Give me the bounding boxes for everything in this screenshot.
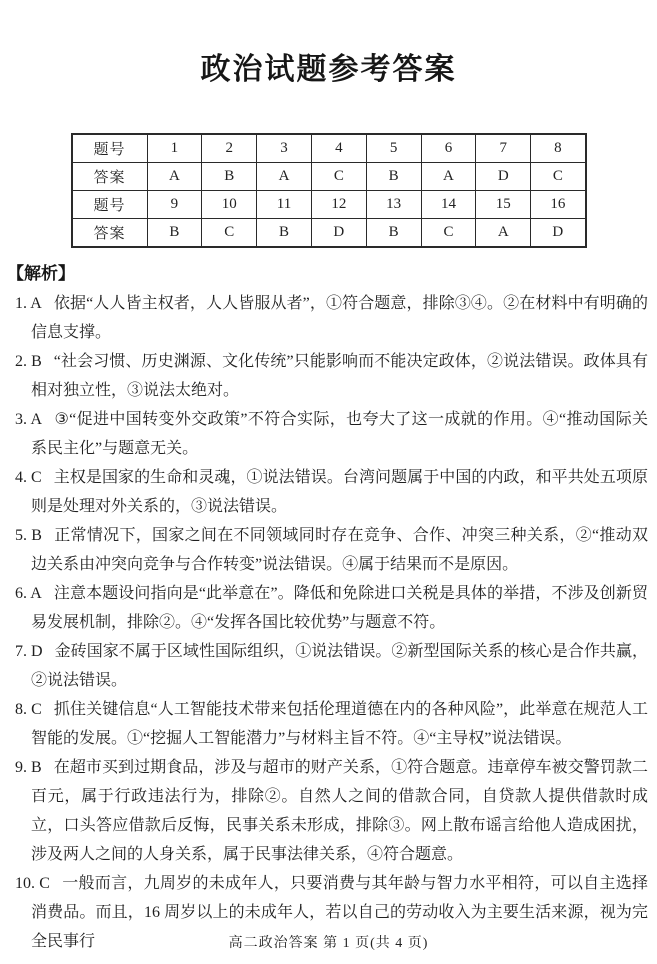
answer-cell: 10 [202, 191, 257, 219]
answer-cell: D [531, 219, 586, 248]
item-text: 在超市买到过期食品，涉及与超市的财产关系，①符合题意。违章停车被交警罚款二百元，属于行政违法行为，排除②。自然人之间的借款合同，自贷款人提供借款时成立，口头答应借款后反悔，民事关系未形成，排除③。网上散布谣言给他人造成困扰，涉及两人之间的人身关系，属于民事法律关系，④符合题意。 [31, 759, 648, 863]
answer-cell: B [257, 219, 312, 248]
item-number: 2. B [15, 353, 42, 370]
item-text: 依据“人人皆主权者，人人皆服从者”，①符合题意，排除③④。②在材料中有明确的信息支撑。 [31, 295, 648, 341]
answer-cell: 14 [421, 191, 476, 219]
analysis-item [15, 347, 648, 405]
item-text: 抓住关键信息“人工智能技术带来包括伦理道德在内的各种风险”，此举意在规范人工智能的发展。①“挖掘人工智能潜力”与材料主旨不符。④“主导权”说法错误。 [31, 701, 648, 747]
answer-cell: C [311, 163, 366, 191]
analysis-item [15, 637, 648, 695]
answer-cell: 7 [476, 134, 531, 163]
answer-cell: 11 [257, 191, 312, 219]
item-number: 10. C [15, 875, 50, 892]
item-text: 主权是国家的生命和灵魂，①说法错误。台湾问题属于中国的内政，和平共处五项原则是处理对外关系的，③说法错误。 [31, 469, 648, 515]
item-number: 7. D [15, 643, 43, 660]
item-text: 正常情况下，国家之间在不同领域同时存在竞争、合作、冲突三种关系，②“推动双边关系由冲突向竞争与合作转变”说法错误。④属于结果而不是原因。 [31, 527, 648, 573]
answer-cell: 16 [531, 191, 586, 219]
answer-cell: 6 [421, 134, 476, 163]
item-number: 9. B [15, 759, 42, 776]
item-number: 1. A [15, 295, 42, 312]
answer-cell: A [421, 163, 476, 191]
row-label-cell: 答案 [72, 163, 148, 191]
analysis-item [15, 289, 648, 347]
answer-cell: A [257, 163, 312, 191]
analysis-list [15, 289, 648, 956]
item-text: 一般而言，九周岁的未成年人，只要消费与其年龄与智力水平相符，可以自主选择消费品。而且，16 周岁以上的未成年人，若以自己的劳动收入为主要生活来源，视为完全民事行 [31, 875, 648, 950]
analysis-item [15, 579, 648, 637]
item-text: “社会习惯、历史渊源、文化传统”只能影响而不能决定政体，②说法错误。政体具有相对独立性，③说法太绝对。 [31, 353, 648, 399]
analysis-item [15, 521, 648, 579]
answer-cell: 1 [147, 134, 202, 163]
answer-table [71, 133, 587, 248]
answer-cell: 8 [531, 134, 586, 163]
analysis-item [15, 463, 648, 521]
row-label-cell: 答案 [72, 219, 148, 248]
answer-cell: A [147, 163, 202, 191]
answer-cell: C [531, 163, 586, 191]
answer-cell: D [311, 219, 366, 248]
item-number: 6. A [15, 585, 42, 602]
item-text: 金砖国家不属于区域性国际组织，①说法错误。②新型国际关系的核心是合作共赢，②说法错误。 [31, 643, 648, 689]
item-number: 5. B [15, 527, 42, 544]
row-label-cell: 题号 [72, 191, 148, 219]
answer-cell: 2 [202, 134, 257, 163]
page-title: 政治试题参考答案 [200, 53, 457, 86]
answer-cell: B [366, 219, 421, 248]
answer-cell: 13 [366, 191, 421, 219]
page-footer: 高二政治答案 第 1 页(共 4 页) [228, 936, 429, 951]
analysis-item [15, 405, 648, 463]
answer-cell: C [421, 219, 476, 248]
analysis-item [15, 695, 648, 753]
item-number: 3. A [15, 411, 43, 428]
answer-cell: D [476, 163, 531, 191]
answer-table-body [72, 134, 586, 247]
item-text: 注意本题设问指向是“此举意在”。降低和免除进口关税是具体的举措，不涉及创新贸易发展机制，排除②。④“发挥各国比较优势”与题意不符。 [31, 585, 648, 631]
answer-cell: B [202, 163, 257, 191]
answer-table-row [72, 134, 586, 163]
answer-table-row [72, 219, 586, 248]
answer-cell: A [476, 219, 531, 248]
answer-cell: 3 [257, 134, 312, 163]
answer-cell: 12 [311, 191, 366, 219]
answer-cell: 4 [311, 134, 366, 163]
item-number: 4. C [15, 469, 42, 486]
analysis-item [15, 753, 648, 869]
analysis-heading: 【解析】 [7, 264, 75, 283]
answer-cell: C [202, 219, 257, 248]
row-label-cell: 题号 [72, 134, 148, 163]
item-text: ③“促进中国转变外交政策”不符合实际，也夸大了这一成就的作用。④“推动国际关系民主化”与题意无关。 [31, 411, 649, 457]
answer-cell: B [147, 219, 202, 248]
answer-table-row [72, 191, 586, 219]
item-number: 8. C [15, 701, 42, 718]
answer-table-row [72, 163, 586, 191]
answer-cell: 9 [147, 191, 202, 219]
answer-cell: 15 [476, 191, 531, 219]
answer-cell: B [366, 163, 421, 191]
answer-cell: 5 [366, 134, 421, 163]
